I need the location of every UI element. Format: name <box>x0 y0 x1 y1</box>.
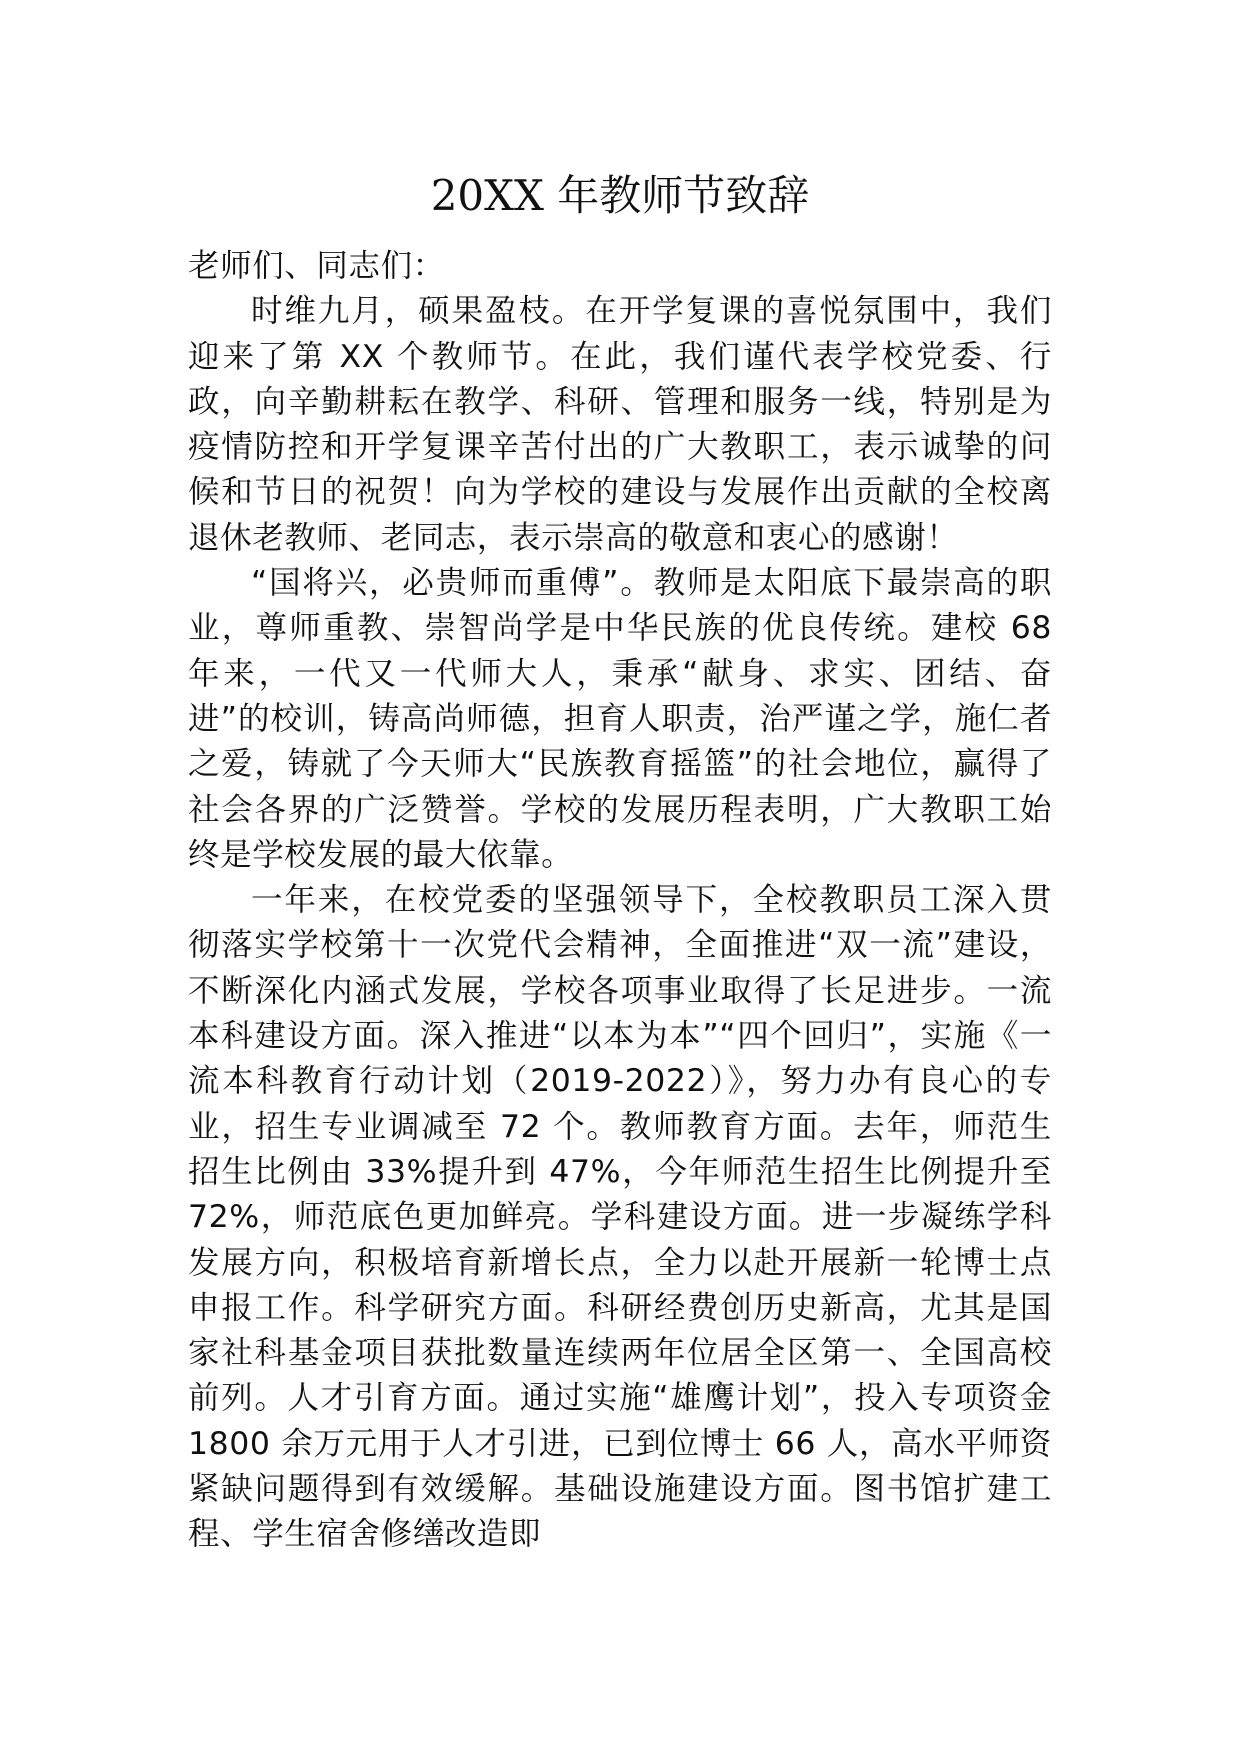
paragraph-3: 一年来，在校党委的坚强领导下，全校教职员工深入贯彻落实学校第十一次党代会精神，全面推进“双一流”建设，不断深化内涵式发展，学校各项事业取得了长足进步。一流本科建设方面。深入推进“以本为本”“四个回归”，实施《一流本科教育行动计划（2019-2022）》，努力办有良心的专业，招生专业调减至 72 个。教师教育方面。去年，师范生招生比例由 33%提升到 47%，今年师范生招生比例提升至 72%，师范底色更加鲜亮。学科建设方面。进一步凝练学科发展方向，积极培育新增长点，全力以赴开展新一轮博士点申报工作。科学研究方面。科研经费创历史新高，尤其是国家社科基金项目获批数量连续两年位居全区第一、全国高校前列。人才引育方面。通过实施“雄鹰计划”，投入专项资金 1800 余万元用于人才引进，已到位博士 66 人，高水平师资紧缺问题得到有效缓解。基础设施建设方面。图书馆扩建工程、学生宿舍修缮改造即 <box>188 882 1052 1553</box>
document-body <box>188 244 1052 1558</box>
document-title: 20XX 年教师节致辞 <box>430 171 810 220</box>
paragraph-2: “国将兴，必贵师而重傅”。教师是太阳底下最崇高的职业，尊师重教、崇智尚学是中华民族的优良传统。建校 68 年来，一代又一代师大人，秉承“献身、求实、团结、奋进”的校训，铸高尚师德，担育人职责，治严谨之学，施仁者之爱，铸就了今天师大“民族教育摇篮”的社会地位，赢得了社会各界的广泛赞誉。学校的发展历程表明，广大教职工始终是学校发展的最大依靠。 <box>188 565 1052 873</box>
paragraph-1: 时维九月，硕果盈枝。在开学复课的喜悦氛围中，我们迎来了第 XX 个教师节。在此，我们谨代表学校党委、行政，向辛勤耕耘在教学、科研、管理和服务一线，特别是为疫情防控和开学复课辛苦付出的广大教职工，表示诚挚的问候和节日的祝贺！向为学校的建设与发展作出贡献的全校离退休老教师、老同志，表示崇高的敬意和衷心的感谢！ <box>188 293 1052 556</box>
salutation: 老师们、同志们： <box>188 248 445 284</box>
